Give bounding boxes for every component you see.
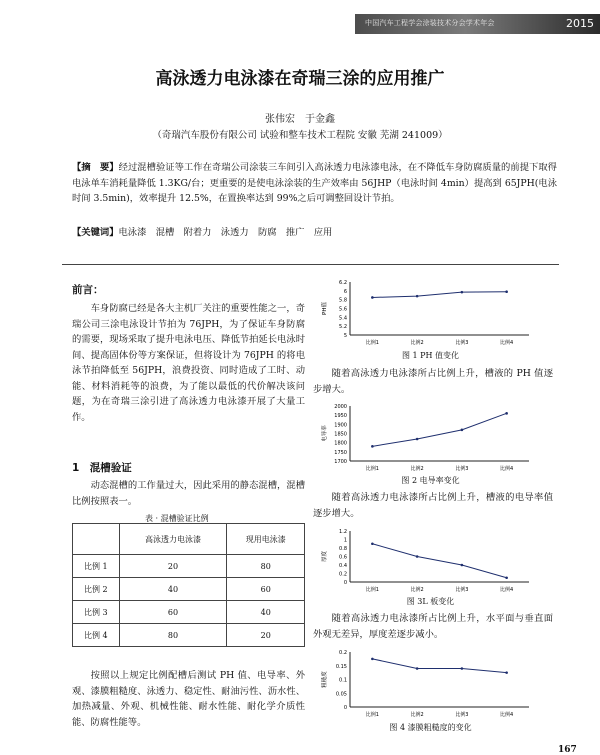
journal-header-bar (355, 14, 600, 34)
y-tick-label: 0.2 (339, 571, 347, 578)
y-tick-label: 5.4 (339, 315, 347, 322)
table-cell: 20 (227, 624, 305, 647)
x-tick-label: 比例1 (365, 587, 379, 593)
paper-authors: 张伟宏 于金鑫 (265, 114, 335, 125)
table-caption: 表 · 混槽验证比例 (145, 514, 209, 523)
section1-after-text: 按照以上规定比例配槽后测试 PH 值、电导率、外观、漆膜粗糙度、泳透力、稳定性、耐油污性、沥水性、加热减量、外观、机械性能、耐水性能、耐化学介质性能、防腐性能等。 (72, 670, 305, 728)
table-cell: 40 (227, 601, 305, 624)
x-tick-label: 比例4 (500, 466, 514, 472)
table-header-cell (73, 524, 120, 555)
data-point (461, 429, 464, 432)
table-cell: 60 (227, 578, 305, 601)
y-axis-label: PH值 (322, 302, 328, 315)
y-tick-label: 5.6 (339, 306, 347, 313)
page-number: 167 (558, 745, 577, 755)
data-point (505, 412, 508, 415)
section1-intro (72, 478, 305, 509)
figure3-text (313, 611, 553, 642)
paper-title: 高泳透力电泳漆在奇瑞三涂的应用推广 (155, 69, 445, 89)
roughness-chart (318, 648, 543, 720)
table-cell: 80 (119, 624, 227, 647)
y-tick-label: 1.2 (339, 529, 347, 535)
abstract-label: 【摘 要】 (72, 162, 119, 173)
y-tick-label: 1900 (334, 422, 347, 429)
y-tick-label: 5.2 (339, 324, 347, 331)
y-tick-label: 0.4 (339, 563, 347, 569)
x-tick-label: 比例2 (410, 712, 424, 718)
figure1-text (313, 366, 553, 397)
x-tick-label: 比例1 (365, 712, 379, 718)
keywords-text: 电泳漆 混槽 附着力 泳透力 防腐 推广 应用 (118, 227, 333, 238)
figure2-caption: 图 2 电导率变化 (401, 476, 460, 485)
y-tick-label: 1700 (334, 459, 347, 465)
x-tick-label: 比例1 (365, 340, 379, 346)
figure1-paragraph: 随着高泳透力电泳漆所占比例上升，槽液的 PH 值逐步增大。 (313, 368, 553, 395)
y-tick-label: 0.05 (335, 691, 347, 698)
thickness-chart (318, 527, 543, 595)
y-tick-label: 0.1 (339, 677, 347, 684)
y-tick-label: 1850 (334, 431, 347, 438)
data-point (416, 667, 419, 670)
preface-body (72, 301, 305, 425)
table-cell: 20 (119, 555, 227, 578)
y-tick-label: 1750 (334, 449, 347, 456)
figure3-paragraph: 随着高泳透力电泳漆所占比例上升，水平面与垂直面外观无差异，厚度差逐步减小。 (313, 613, 553, 640)
figure4-caption: 图 4 漆膜粗糙度的变化 (389, 723, 472, 732)
data-point (416, 295, 419, 298)
y-tick-label: 0.6 (339, 554, 347, 561)
series-line (372, 413, 506, 446)
x-tick-label: 比例2 (410, 466, 424, 472)
preface-heading: 前言： (72, 284, 104, 296)
journal-name: 中国汽车工程学会涂装技术分会学术年会 (365, 19, 495, 27)
y-axis-label: 厚度 (322, 550, 328, 563)
table-row (73, 578, 305, 601)
y-tick-label: 2000 (334, 404, 347, 410)
y-tick-label: 5 (343, 333, 347, 339)
x-tick-label: 比例2 (410, 587, 424, 593)
y-tick-label: 0.15 (335, 663, 347, 670)
data-point (461, 564, 464, 567)
data-point (461, 667, 464, 670)
x-tick-label: 比例3 (455, 340, 469, 346)
x-tick-label: 比例2 (410, 340, 424, 346)
data-point (505, 290, 508, 293)
figure2-text (313, 490, 553, 521)
series-line (372, 659, 506, 673)
data-point (416, 555, 419, 558)
data-point (461, 291, 464, 294)
section-divider (62, 264, 559, 265)
abstract (72, 160, 557, 207)
keywords-label: 【关键词】 (72, 227, 119, 238)
y-tick-label: 6.2 (339, 280, 347, 286)
preface-paragraph: 车身防腐已经是各大主机厂关注的重要性能之一，奇瑞公司三涂电泳设计节拍为 76JPH，为了保证车身防腐的需要，现场采取了提升电泳电压、降低节拍延长电泳时间、提高固体份等方案保证，但将设计为 76JPH 的将电泳节拍降低至 56JPH，浪费投资、同时造成了工时、动能、材料消耗等的浪费，为了能以最低的代价解决该问题，为在奇瑞三涂引进了高泳透力电泳漆开展了大量工作。 (72, 303, 305, 423)
y-tick-label: 0 (343, 580, 347, 586)
ph-chart (318, 278, 543, 348)
data-point (371, 542, 374, 545)
y-axis-label: 粗糙度 (322, 671, 328, 688)
y-tick-label: 1800 (334, 440, 347, 447)
table-cell: 比例 3 (73, 601, 120, 624)
conductivity-chart (318, 402, 543, 474)
abstract-text: 经过混槽验证等工作在奇瑞公司涂装三车间引入高泳透力电泳漆电泳，在不降低车身防腐质量的前提下取得电泳单车消耗量降低 1.3KG/台；更重要的是使电泳涂装的生产效率由 56JHP（电泳时间 4min）提高到 65JPH(电泳时间 3.5min)，效率提升 12.5%，在置换率达到 99%之后可调整回设计节拍。 (72, 162, 557, 204)
table-cell: 比例 4 (73, 624, 120, 647)
y-tick-label: 0.2 (339, 650, 347, 656)
figure3-caption: 图 3L 板变化 (406, 597, 455, 606)
y-tick-label: 5.8 (339, 297, 347, 304)
figure2-paragraph: 随着高泳透力电泳漆所占比例上升，槽液的电导率值逐步增大。 (313, 492, 553, 519)
journal-year: 2015 (566, 17, 594, 30)
table-cell: 60 (119, 601, 227, 624)
data-point (371, 296, 374, 299)
keywords (72, 224, 557, 238)
x-tick-label: 比例4 (500, 340, 514, 346)
x-tick-label: 比例4 (500, 587, 514, 593)
y-tick-label: 0.8 (339, 546, 347, 552)
table-cell: 40 (119, 578, 227, 601)
x-tick-label: 比例1 (365, 466, 379, 472)
x-tick-label: 比例4 (500, 712, 514, 718)
data-point (505, 576, 508, 579)
table-cell: 比例 1 (73, 555, 120, 578)
x-tick-label: 比例3 (455, 466, 469, 472)
figure1-caption: 图 1 PH 值变化 (401, 351, 460, 360)
mixing-ratio-table (72, 523, 305, 647)
section1-intro-text: 动态混槽的工作量过大，因此采用的静态混槽，混槽比例按照表一。 (72, 480, 305, 507)
y-axis-label: 电导率 (322, 425, 328, 442)
table-cell: 80 (227, 555, 305, 578)
x-tick-label: 比例3 (455, 587, 469, 593)
table-row (73, 555, 305, 578)
table-row (73, 624, 305, 647)
table-header-row (73, 524, 305, 555)
data-point (371, 445, 374, 448)
series-line (372, 292, 506, 298)
data-point (371, 658, 374, 661)
section1-after (72, 668, 305, 730)
series-line (372, 544, 506, 578)
y-tick-label: 6 (343, 288, 347, 295)
data-point (505, 671, 508, 674)
table-header-cell: 高泳透力电泳漆 (119, 524, 227, 555)
y-tick-label: 0 (343, 705, 347, 711)
table-row (73, 601, 305, 624)
table-cell: 比例 2 (73, 578, 120, 601)
paper-affiliation: （奇瑞汽车股份有限公司 试验和整车技术工程院 安徽 芜湖 241009） (152, 130, 448, 141)
section1-heading: 1 混槽验证 (72, 462, 132, 474)
y-tick-label: 1950 (334, 413, 347, 420)
data-point (416, 438, 419, 441)
y-tick-label: 1 (343, 537, 347, 544)
table-header-cell: 现用电泳漆 (227, 524, 305, 555)
x-tick-label: 比例3 (455, 712, 469, 718)
